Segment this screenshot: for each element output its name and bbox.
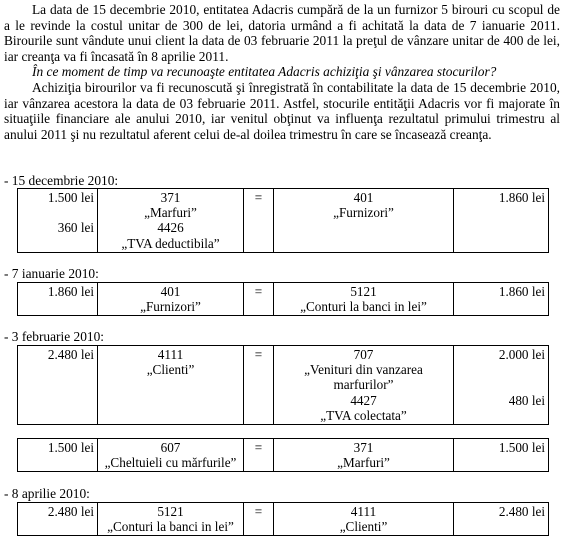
account-name: „TVA deductibila” — [121, 235, 220, 251]
equals-sign: = — [244, 346, 274, 425]
credit-amounts — [454, 346, 549, 425]
credit-amount: 1.860 lei — [498, 284, 545, 299]
credit-accounts — [274, 346, 454, 425]
entry-date: - 8 aprilie 2010: — [4, 486, 90, 501]
answer-text: Achiziţia birourilor va fi recunoscută şi înregistrată în contabilitate la data de 15 decembrie 2010, iar vânzarea acestora la data de 03 februarie 2011. Astfel, stocurile entităţii Adacris vor fi majorate în situaţiile financiare ale anului 2010, iar venitul obţinut va influenţa rezultatul primului trimestru al anului 2011 şi nu rezultatul aferent celui de-al doilea trimestru în care se încasează creanţa. — [4, 80, 560, 142]
credit-amount: 480 lei — [508, 392, 545, 408]
journal-entry-5 — [17, 502, 549, 536]
account-number: 5121 — [350, 284, 377, 299]
debit-amounts — [18, 439, 98, 472]
entry-date: - 3 februarie 2010: — [4, 329, 105, 344]
debit-amount: 1.500 lei — [47, 440, 94, 455]
debit-accounts — [98, 346, 244, 425]
debit-accounts — [98, 439, 244, 472]
credit-amount: 2.000 lei — [498, 347, 545, 362]
equals-sign: = — [244, 189, 274, 253]
account-name: „Clienti” — [146, 362, 195, 378]
account-number: 401 — [160, 284, 181, 299]
debit-accounts — [98, 189, 244, 253]
account-name: „Cheltuieli cu mărfurile” — [104, 455, 237, 471]
entry-date: - 7 ianuarie 2010: — [4, 266, 99, 281]
credit-amount: 2.480 lei — [498, 504, 545, 519]
account-number: 4426 — [157, 220, 184, 236]
account-number: 607 — [160, 440, 181, 455]
journal-entry-1 — [17, 188, 549, 253]
account-name: „Clienti” — [339, 519, 388, 535]
debit-accounts — [98, 503, 244, 536]
debit-amount: 2.480 lei — [47, 347, 94, 362]
equals-sign: = — [244, 439, 274, 472]
account-number: 4111 — [157, 347, 184, 362]
debit-amounts — [18, 503, 98, 536]
account-name: „Furnizori” — [333, 205, 394, 221]
account-name: „Marfuri” — [337, 455, 390, 471]
credit-amount — [457, 377, 545, 392]
account-name: „TVA colectata” — [320, 407, 407, 423]
account-name: „Venituri din vanzarea — [304, 362, 423, 378]
credit-accounts — [274, 439, 454, 472]
credit-accounts — [274, 283, 454, 316]
account-name: „Furnizori” — [140, 299, 201, 315]
credit-accounts — [274, 189, 454, 253]
account-number: 371 — [160, 190, 181, 205]
debit-amounts — [18, 346, 98, 425]
account-number: 707 — [353, 347, 374, 362]
debit-amount: 1.860 lei — [47, 284, 94, 299]
credit-amounts — [454, 439, 549, 472]
credit-amounts — [454, 189, 549, 253]
credit-amount — [457, 362, 545, 377]
account-number: 4111 — [350, 504, 377, 519]
credit-amount: 1.860 lei — [498, 190, 545, 205]
problem-statement: La data de 15 decembrie 2010, entitatea Adacris cumpără de la un furnizor 5 birouri cu scopul de a le revinde la costul unitar de 300 de lei, datoria urmând a fi achitată la data de 7 ianuarie 2011. Birourile sunt vândute unui client la data de 03 februarie 2011 la preţul de vânzare unitar de 400 de lei, iar creanţa va fi încasată în 8 aprilie 2011. — [4, 2, 560, 64]
account-number: 5121 — [157, 504, 184, 519]
entry-date: - 15 decembrie 2010: — [4, 173, 119, 188]
question-text: În ce moment de timp va recunoaşte entitatea Adacris achiziţia şi vânzarea stocurilor? — [32, 64, 497, 79]
debit-amounts — [18, 283, 98, 316]
debit-amount — [21, 205, 94, 220]
account-number: 4427 — [350, 392, 377, 408]
equals-sign: = — [244, 503, 274, 536]
credit-amount: 1.500 lei — [498, 440, 545, 455]
account-number: 371 — [353, 440, 374, 455]
journal-entry-2 — [17, 282, 549, 316]
account-name: „Conturi la banci in lei” — [300, 299, 427, 315]
debit-amount: 1.500 lei — [47, 190, 94, 205]
debit-accounts — [98, 283, 244, 316]
debit-amounts — [18, 189, 98, 253]
journal-entry-3 — [17, 345, 549, 425]
credit-amounts — [454, 503, 549, 536]
debit-amount: 360 lei — [57, 220, 94, 236]
account-name: „Conturi la banci in lei” — [107, 519, 234, 535]
credit-accounts — [274, 503, 454, 536]
debit-amount: 2.480 lei — [47, 504, 94, 519]
account-name: marfurilor” — [333, 377, 394, 393]
account-number: 401 — [353, 190, 374, 205]
account-name: „Marfuri” — [144, 205, 197, 221]
credit-amounts — [454, 283, 549, 316]
equals-sign: = — [244, 283, 274, 316]
journal-entry-4 — [17, 438, 549, 472]
